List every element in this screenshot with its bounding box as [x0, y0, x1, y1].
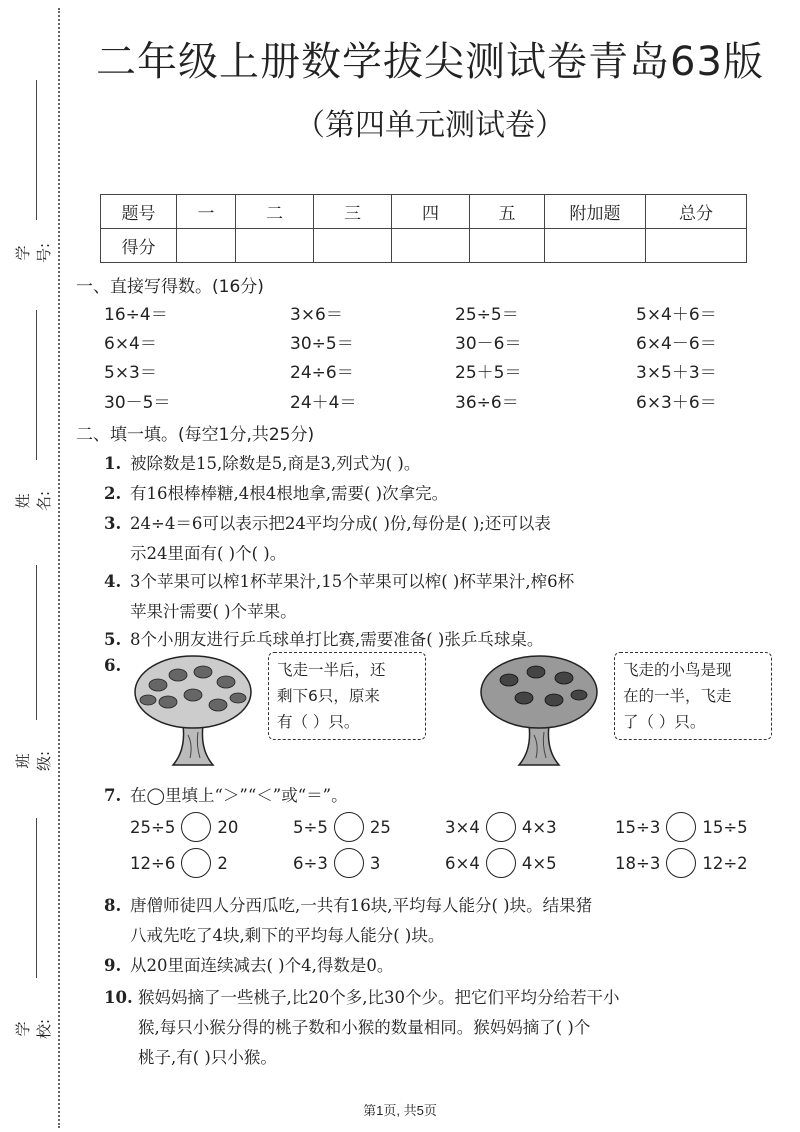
question-text: 有16根棒棒糖,4根4根地拿,需要( )次拿完。	[130, 484, 449, 503]
comparison-circle[interactable]	[666, 848, 696, 878]
score-header-cell: 五	[470, 195, 545, 229]
question-number: 2.	[104, 484, 122, 503]
score-cell[interactable]	[236, 229, 314, 263]
margin-label-banji: 班级:	[14, 750, 53, 772]
bubble-line: 飞走一半后，还	[277, 661, 386, 679]
comparison-right: 15÷5	[702, 817, 748, 837]
equation: 5×3＝	[104, 363, 157, 383]
comparison-item	[445, 848, 557, 878]
score-row-label: 得分	[101, 229, 177, 263]
question-text: 从20里面连续减去( )个4,得数是0。	[130, 956, 394, 975]
comparison-item	[130, 812, 238, 842]
comparison-item	[445, 812, 557, 842]
question-7	[104, 782, 348, 806]
bubble-line: 剩下6只，原来	[277, 687, 380, 705]
equation: 30－5＝	[104, 393, 171, 413]
comparison-circle[interactable]	[666, 812, 696, 842]
comparison-right: 12÷2	[702, 853, 748, 873]
comparison-left: 25÷5	[130, 817, 176, 837]
comparison-circle[interactable]	[334, 848, 364, 878]
bubble-line: 飞走的小鸟是现	[623, 661, 732, 679]
score-header-cell: 四	[392, 195, 470, 229]
tree-with-birds-illustration	[128, 650, 258, 770]
question-2	[104, 480, 448, 504]
score-header-cell: 一	[177, 195, 236, 229]
question-number: 10.	[104, 988, 133, 1007]
equation: 3×6＝	[290, 305, 343, 325]
comparison-right: 4×5	[521, 853, 557, 873]
comparison-item	[130, 848, 228, 878]
score-cell[interactable]	[545, 229, 646, 263]
score-cell[interactable]	[177, 229, 236, 263]
question-number: 1.	[104, 454, 122, 473]
equation: 6×4－6＝	[636, 334, 717, 354]
equation: 6×4＝	[104, 334, 157, 354]
comparison-right: 4×3	[521, 817, 557, 837]
score-table-header-row	[101, 195, 747, 229]
comparison-right: 25	[369, 817, 391, 837]
margin-line	[36, 565, 37, 720]
comparison-left: 3×4	[445, 817, 480, 837]
question-6	[104, 656, 130, 675]
question-number: 7.	[104, 786, 122, 805]
question-number: 4.	[104, 572, 122, 591]
page-title: 二年级上册数学拔尖测试卷青岛63版	[96, 39, 764, 85]
score-cell[interactable]	[470, 229, 545, 263]
section1-heading: 一、直接写得数。(16分)	[76, 277, 264, 297]
question-10	[104, 984, 619, 1008]
speech-bubble-left	[268, 652, 426, 740]
equation: 25÷5＝	[455, 305, 519, 325]
comparison-circle[interactable]	[181, 848, 211, 878]
score-header-cell: 总分	[646, 195, 747, 229]
margin-line	[36, 310, 37, 460]
margin-label-xuehao: 学号:	[14, 242, 53, 264]
question-number: 9.	[104, 956, 122, 975]
comparison-left: 6×4	[445, 853, 480, 873]
equation: 36÷6＝	[455, 393, 519, 413]
equation: 6×3＋6＝	[636, 393, 717, 413]
question-text: 24÷4＝6可以表示把24平均分成( )份,每份是( );还可以表	[130, 514, 551, 533]
question-4	[104, 568, 574, 592]
score-header-cell: 三	[314, 195, 392, 229]
bubble-line: 了（ ）只。	[623, 713, 706, 731]
equation: 30－6＝	[455, 334, 522, 354]
question-number: 3.	[104, 514, 122, 533]
comparison-circle[interactable]	[181, 812, 211, 842]
equation: 5×4＋6＝	[636, 305, 717, 325]
comparison-right: 3	[369, 853, 381, 873]
bubble-line: 在的一半，飞走	[623, 687, 732, 705]
score-table	[100, 194, 747, 263]
bubble-line: 有（ ）只。	[277, 713, 360, 731]
score-cell[interactable]	[314, 229, 392, 263]
question-10-continued: 桃子,有( )只小猴。	[138, 1048, 277, 1067]
equation: 24＋4＝	[290, 393, 357, 413]
margin-line	[36, 818, 37, 978]
margin-label-xuexiao: 学校:	[14, 1018, 53, 1040]
question-1	[104, 450, 420, 474]
score-table-score-row	[101, 229, 747, 263]
comparison-item	[293, 848, 380, 878]
speech-bubble-right	[614, 652, 772, 740]
question-8-continued: 八戒先吃了4块,剩下的平均每人能分( )块。	[130, 926, 445, 945]
question-text: 唐僧师徒四人分西瓜吃,一共有16块,平均每人能分( )块。结果猪	[130, 896, 593, 915]
score-cell[interactable]	[392, 229, 470, 263]
comparison-right: 20	[217, 817, 239, 837]
question-number: 6.	[104, 656, 122, 675]
margin-line	[36, 80, 37, 220]
comparison-circle[interactable]	[486, 812, 516, 842]
margin-label-xingming: 姓名:	[14, 490, 53, 512]
comparison-left: 18÷3	[615, 853, 661, 873]
equation: 16÷4＝	[104, 305, 168, 325]
score-cell[interactable]	[646, 229, 747, 263]
equation: 30÷5＝	[290, 334, 354, 354]
comparison-item	[615, 848, 748, 878]
question-8	[104, 892, 592, 916]
question-3	[104, 510, 551, 534]
section2-heading: 二、填一填。(每空1分,共25分)	[76, 425, 315, 445]
tree-with-birds-illustration	[474, 650, 604, 770]
question-text: 被除数是15,除数是5,商是3,列式为( )。	[130, 454, 421, 473]
question-text: 3个苹果可以榨1杯苹果汁,15个苹果可以榨( )杯苹果汁,榨6杯	[130, 572, 575, 591]
comparison-left: 5÷5	[293, 817, 328, 837]
comparison-item	[293, 812, 391, 842]
comparison-right: 2	[217, 853, 228, 873]
comparison-left: 12÷6	[130, 853, 176, 873]
equation: 24÷6＝	[290, 363, 354, 383]
question-text: 8个小朋友进行乒乓球单打比赛,需要准备( )张乒乓球桌。	[130, 630, 544, 649]
comparison-circle[interactable]	[486, 848, 516, 878]
comparison-item	[615, 812, 748, 842]
question-4-continued: 苹果汁需要( )个苹果。	[130, 602, 297, 621]
equation: 3×5＋3＝	[636, 363, 717, 383]
cut-line	[58, 8, 60, 1128]
comparison-circle[interactable]	[334, 812, 364, 842]
score-header-cell: 附加题	[545, 195, 646, 229]
question-5	[104, 626, 543, 650]
comparison-left: 6÷3	[293, 853, 328, 873]
question-9	[104, 952, 393, 976]
page-subtitle: （第四单元测试卷）	[295, 108, 565, 143]
equation: 25＋5＝	[455, 363, 522, 383]
question-10-continued: 猴,每只小猴分得的桃子数和小猴的数量相同。猴妈妈摘了( )个	[138, 1018, 591, 1037]
question-number: 5.	[104, 630, 122, 649]
question-text: 猴妈妈摘了一些桃子,比20个多,比30个少。把它们平均分给若干小	[138, 988, 620, 1007]
question-number: 8.	[104, 896, 122, 915]
score-header-cell: 题号	[101, 195, 177, 229]
question-3-continued: 示24里面有( )个( )。	[130, 544, 287, 563]
page-footer: 第1页, 共5页	[363, 1103, 437, 1118]
score-header-cell: 二	[236, 195, 314, 229]
comparison-left: 15÷3	[615, 817, 661, 837]
question-text: 在◯里填上“＞”“＜”或“＝”。	[130, 786, 348, 805]
